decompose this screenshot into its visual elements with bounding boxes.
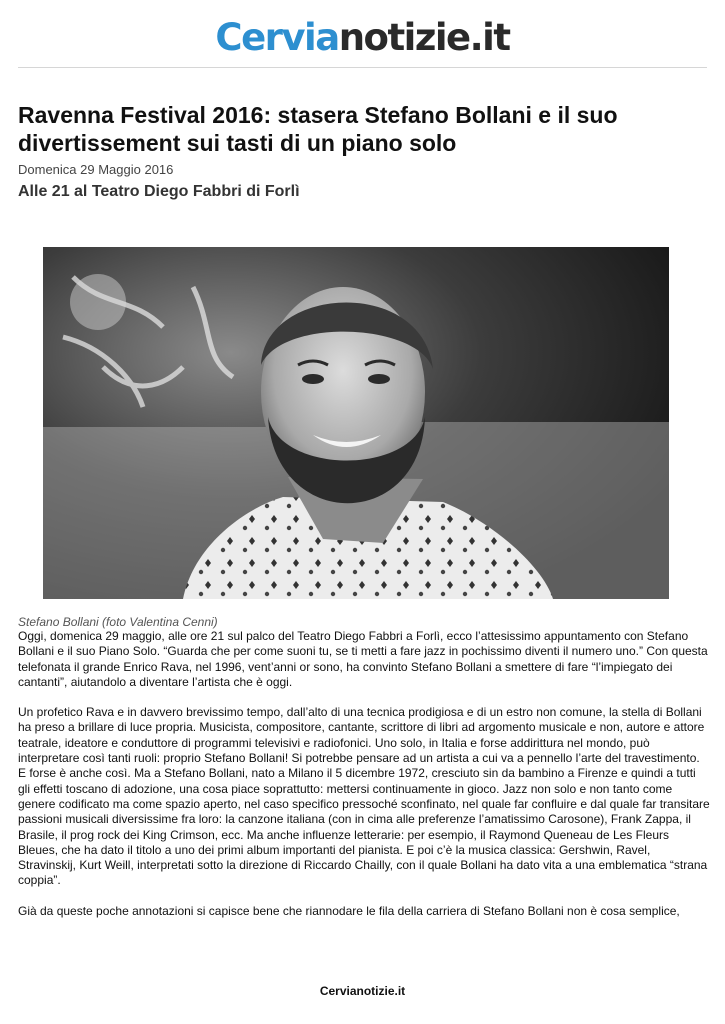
article-photo: [43, 247, 669, 599]
logo-text-notizie: notizie.it: [338, 16, 510, 59]
article-subtitle: Alle 21 al Teatro Diego Fabbri di Forlì: [18, 183, 300, 200]
paragraph: Già da queste poche annotazioni si capisce bene che riannodare le fila della carriera di Stefano Bollani non è cosa semplice,: [18, 903, 680, 918]
portrait-image: [43, 247, 669, 599]
paragraph: Un profetico Rava e in davvero brevissimo tempo, dall’alto di una tecnica prodigiosa e di un estro non comune, la stella di Bollani ha preso a brillare di luce propria. Musicista, compositore, cantante, scrittore di libri ad argomento musicale e non, autore e attore teatrale, ideatore e conduttore di programmi televisivi e radiofonici. Uno solo, in Italia e forse addirittura nel mondo, può interpretare così tanti ruoli: proprio Stefano Bollani! Si potrebbe pensare ad un artista a cui va a pennello l’arte del travestimento. E forse è anche così. Ma a Stefano Bollani, nato a Milano il 5 dicembre 1972, cresciuto sin da bambino a Firenze e quindi a tutti gli effetti toscano di adozione, una cosa piace soprattutto: mettersi continuamente in gioco. Jazz non solo e non tanto come genere codificato ma come spazio aperto, nel caso specifico pressoché sconfinato, nel quale far confluire e dal quale far transitare passioni musicali diversissime fra loro: la canzone italiana (con in cima alle preferenze l’amatissimo Carosone), Frank Zappa, il Brasile, il prog rock dei King Crimson, ecc. Ma anche influenze letterarie: per esempio, il Raymond Queneau de Les Fleurs Bleues, che ha dato il titolo a uno dei primi album importanti del pianista. E poi c’è la musica classica: Gershwin, Ravel, Stravinskij, Kurt Weill, interpretati sotto la direzione di Riccardo Chailly, con il quale Bollani ha dato vita a una emblematica “strana coppia”.: [18, 705, 710, 888]
logo-text-cervia: Cervia: [215, 16, 339, 59]
header-divider: [18, 67, 707, 68]
article-body: [18, 629, 710, 934]
article-date: Domenica 29 Maggio 2016: [18, 162, 174, 177]
site-logo[interactable]: [0, 14, 725, 62]
paragraph: Oggi, domenica 29 maggio, alle ore 21 sul palco del Teatro Diego Fabbri a Forlì, ecco l’attesissimo appuntamento con Stefano Bollani e il suo Piano Solo. “Guarda che per come suoni tu, se ti metti a fare jazz in pochissimo diventi il numero uno.” Con questa telefonata il grande Enrico Rava, nel 1996, vent’anni or sono, ha convinto Stefano Bollani a smettere di fare “l’impiegato dei cantanti”, aiutandolo a diventare l’artista che è oggi.: [18, 629, 708, 689]
footer-site-name: Cervianotizie.it: [319, 984, 406, 998]
image-caption: Stefano Bollani (foto Valentina Cenni): [18, 615, 218, 629]
article-title: Ravenna Festival 2016: stasera Stefano Bollani e il suo divertissement sui tasti di un piano solo: [18, 102, 618, 156]
